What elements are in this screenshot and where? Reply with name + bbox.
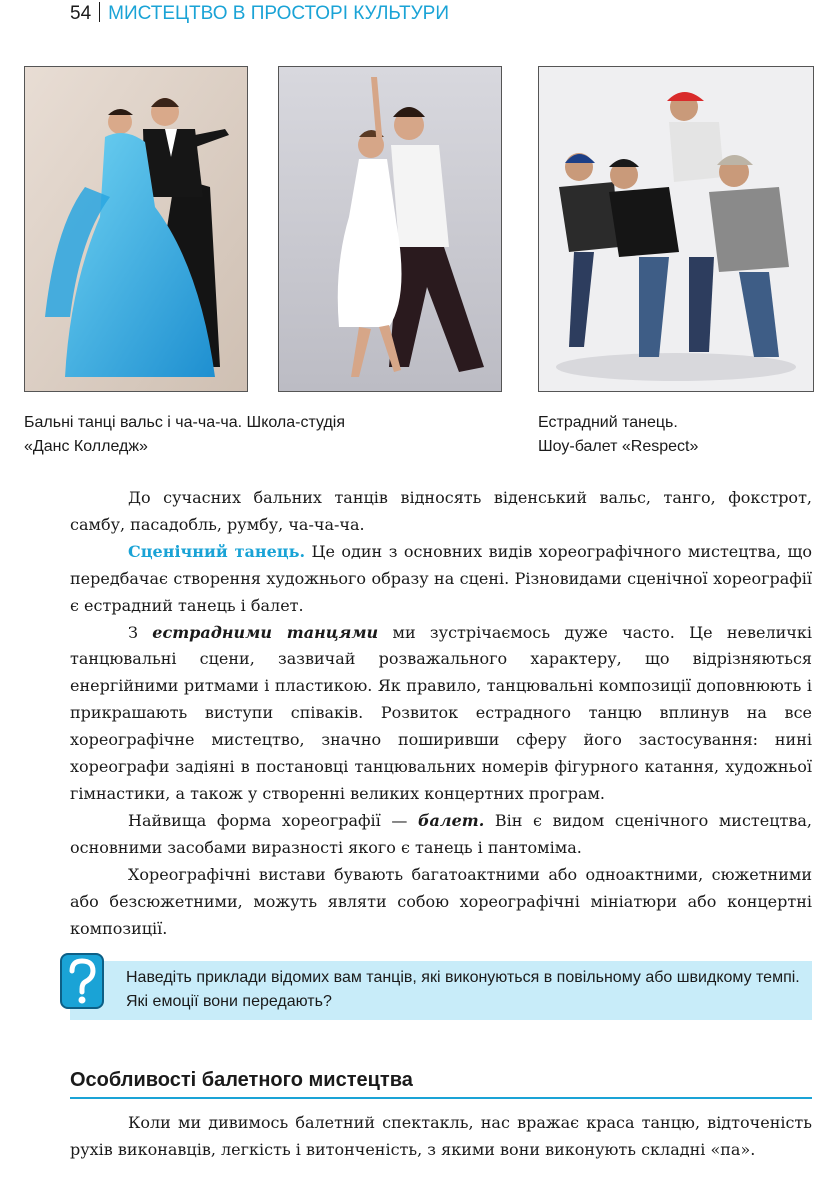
paragraph-ballet-impression: Коли ми дивимось балетний спектакль, нас вражає краса танцю, відточеність рухів виконавців, легкість і витонченість, з якими вони виконують складні «па». — [70, 1113, 812, 1159]
section-title: МИСТЕЦТВО В ПРОСТОРІ КУЛЬТУРИ — [108, 3, 450, 24]
term-variety-dances: естрадними танцями — [152, 622, 379, 642]
variety-dance-illustration — [539, 67, 813, 391]
ballet-intro-text — [70, 1110, 812, 1164]
section-heading-rule — [70, 1097, 812, 1099]
paragraph-ballet — [70, 808, 812, 862]
paragraph-ballroom-dances: До сучасних бальних танців відносять віденський вальс, танго, фокстрот, самбу, пасадобль, румбу, ча-ча-ча. — [70, 488, 812, 534]
caption-ballroom — [24, 411, 345, 459]
photo-waltz-couple — [24, 66, 248, 392]
caption-variety — [538, 411, 698, 459]
caption-ballroom-line-1: Бальні танці вальс і ча-ча-ча. Школа-студія — [24, 414, 346, 431]
cha-cha-illustration — [279, 67, 501, 391]
term-stage-dance: Сценічний танець. — [128, 541, 306, 561]
paragraph-stage-dance-text: Це один з основних видів хореографічного мистецтва, що передбачає створення художнього образу на сцені. Різновидами сценічної хореографії є естрадний танець і балет. — [70, 541, 813, 615]
term-ballet: балет. — [417, 810, 485, 830]
caption-variety-line-1: Естрадний танець. — [538, 414, 678, 431]
paragraph-variety-dance-lead: З — [128, 622, 153, 642]
paragraph-variety-dance-text: ми зустрічаємось дуже часто. Це невеличкі танцювальні сцени, зазвичай розважального характеру, що відрізняються енергійними ритмами і пластикою. Як правило, танцювальні композиції доповнюють і прикрашають виступи співаків. Розвиток естрадного танцю вплинув на все хореографічне мистецтво, значно поширивши сферу його застосування: нині хореографи задіяні в постановці танцювальних номерів фігурного катання, художньої гімнастики, а також у створенні великих концертних програм. — [70, 622, 812, 803]
paragraph-performances: Хореографічні вистави бувають багатоактними або одноактними, сюжетними або безсюжетними, можуть являти собою хореографічні мініатюри або концертні композиції. — [70, 864, 812, 938]
question-mark-icon — [60, 953, 104, 1009]
photo-variety-dance-group — [538, 66, 814, 392]
main-text — [70, 485, 812, 942]
paragraph-stage-dance — [70, 539, 812, 620]
header-divider — [99, 2, 100, 22]
section-heading: Особливості балетного мистецтва — [70, 1069, 413, 1091]
page-number: 54 — [70, 3, 92, 24]
photo-cha-cha-couple — [278, 66, 502, 392]
paragraph-variety-dance — [70, 620, 812, 808]
caption-ballroom-line-2: «Данс Колледж» — [24, 438, 148, 455]
caption-variety-line-2: Шоу-балет «Respect» — [538, 438, 699, 455]
page-header — [70, 2, 449, 26]
question-text: Наведіть приклади відомих вам танців, які виконуються в повільному або швидкому темпі. Які емоції вони передають? — [126, 969, 800, 1010]
paragraph-ballet-text: Він є видом сценічного мистецтва, основними засобами виразності якого є танець і пантоміма. — [70, 810, 812, 857]
paragraph-ballet-lead: Найвища форма хореографії — — [128, 810, 418, 830]
waltz-illustration — [25, 67, 247, 391]
